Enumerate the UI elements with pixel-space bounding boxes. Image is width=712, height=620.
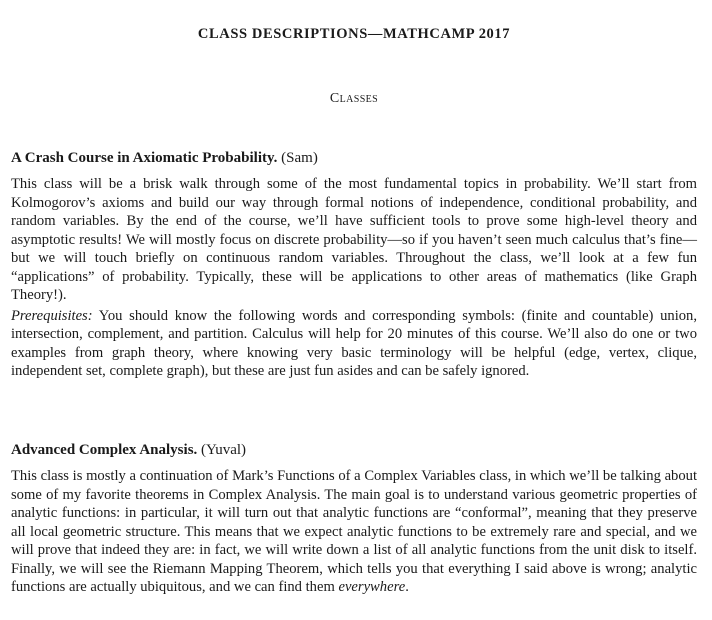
- course-instructor: (Yuval): [201, 442, 247, 458]
- prerequisites-text: You should know the following words and corresponding symbols: (finite and countable) union, intersection, complement, and partition. Calculus will help for 20 minutes of this course. We’ll also do one or two examples from graph theory, where knowing very basic terminology will be helpful (edge, vertex, clique, independent set, complete graph), but these are just fun asides and can be safely ignored.: [11, 307, 698, 379]
- course-entry: [11, 441, 697, 597]
- course-instructor: (Sam): [281, 150, 318, 166]
- course-heading: [11, 149, 697, 167]
- course-prerequisites: [11, 307, 697, 381]
- course-heading: [11, 441, 697, 459]
- course-description: [11, 467, 697, 597]
- course-description-end: .: [405, 579, 409, 595]
- section-heading: Classes: [329, 91, 379, 106]
- course-title: Advanced Complex Analysis.: [11, 442, 198, 458]
- course-title: A Crash Course in Axiomatic Probability.: [11, 150, 278, 166]
- course-entry: [11, 149, 697, 381]
- course-description: This class will be a brisk walk through some of the most fundamental topics in probability. We’ll start from Kolmogorov’s axioms and build our way through formal notions of independence, conditional probability, and random variables. By the end of the course, we’ll have sufficient tools to prove some high-level theory and asymptotic results! We will mostly focus on discrete probability—so if you haven’t seen much calculus that’s fine—but we will touch briefly on continuous random variables. Throughout the class, we’ll look at a few fun “applications” of probability. Typically, these will be applications to other areas of mathematics (like Graph Theory!).: [11, 176, 697, 303]
- document-title: CLASS DESCRIPTIONS—MATHCAMP 2017: [197, 26, 511, 42]
- course-description-emphasis: everywhere: [338, 579, 406, 595]
- prerequisites-label: Prerequisites:: [11, 307, 93, 324]
- course-description-main: This class is mostly a continuation of Mark’s Functions of a Complex Variables class, in which we’ll be talking about some of my favorite theorems in Complex Analysis. The main goal is to understand various geometric properties of analytic functions: in particular, it will turn out that analytic functions are “conformal”, meaning that they preserve all local geometric structure. This means that we expect analytic functions to be extremely rare and special, and we will prove that indeed they are: in fact, we will write down a list of all analytic functions from the unit disk to itself. Finally, we will see the Riemann Mapping Theorem, which tells you that everything I said above is wrong; analytic functions are actually ubiquitous, and we can find them: [11, 468, 697, 595]
